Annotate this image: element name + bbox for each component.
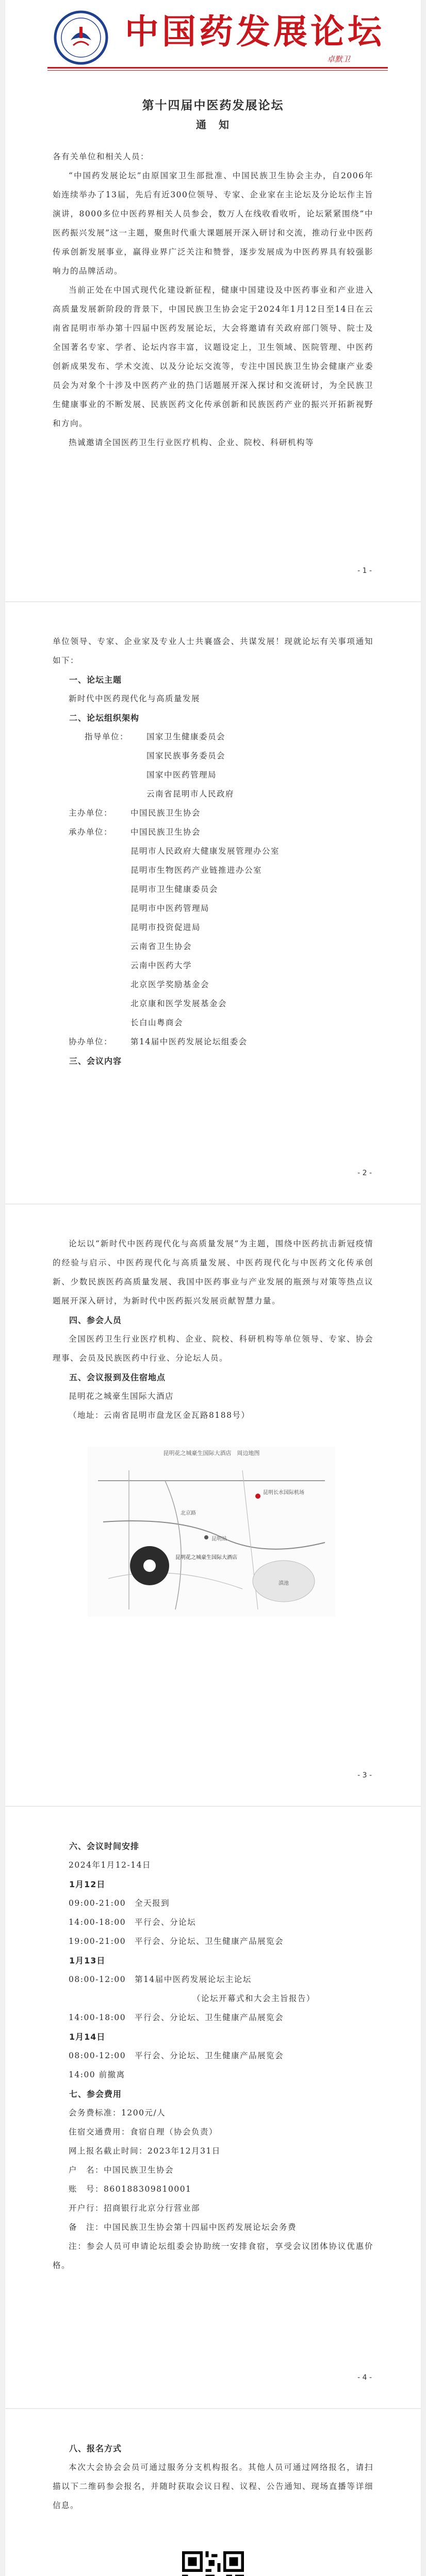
- org-name: [130, 1032, 373, 1052]
- schedule-line: 14:00 前撤离: [69, 2070, 125, 2079]
- section-8-text: 本次大会协会会员可通过服务分支机构报名。其他人员可通过网络报名，请扫描以下二维码参会报名，并随时获取会议日程、议程、公告通知、现场直播等详细信息。: [53, 2463, 373, 2510]
- fee-line: 住宿交通费用：食宿自理（协会负责）: [69, 2127, 218, 2137]
- page1-body: [53, 147, 373, 452]
- org-name: [130, 804, 373, 823]
- org-name-item: 中国民族卫生协会: [130, 808, 201, 818]
- intro-continued: 单位领导、专家、企业家及专业人士共襄盛会、共谋发展！现就论坛有关事项通知如下：: [53, 637, 373, 665]
- org-label: 承办单位：: [69, 827, 113, 837]
- document-page-2: [5, 602, 421, 1204]
- org-name: [130, 727, 373, 804]
- section-3-heading: 三、会议内容: [69, 1056, 122, 1066]
- page-number: - 3 -: [357, 1771, 372, 1780]
- org-co-host: [53, 1032, 373, 1052]
- schedule-line: 08:00-12:00 平行会、分论坛、卫生健康产品展览会: [69, 2051, 284, 2060]
- org-name-item: 昆明市生物医药产业链推进办公室: [130, 866, 263, 875]
- map-label-hotel: 昆明花之城豪生国际大酒店: [175, 1555, 237, 1561]
- page-number: - 1 -: [357, 567, 372, 575]
- section-7-heading: 七、参会费用: [69, 2089, 122, 2099]
- fee-line: 会务费标准：1200元/人: [69, 2108, 166, 2117]
- org-name-item: 昆明市中医药管理局: [130, 904, 210, 913]
- document-page-4: [5, 1807, 421, 2408]
- schedule-line: 09:00-21:00 全天报到: [69, 1899, 170, 1908]
- org-label: 主办单位：: [69, 808, 113, 818]
- org-name-item: 第14届中医药发展论坛组委会: [130, 1037, 248, 1046]
- schedule-line: 08:00-12:00 第14届中医药发展论坛主论坛: [69, 1975, 252, 1984]
- map-label-lake: 滇池: [278, 1581, 289, 1586]
- intro-paragraph-2: 当前正处在中国式现代化建设新征程，健康中国建设及中医药事业和产业进入高质量发展新阶段的背景下，中国民族卫生协会定于2024年1月12日至14日在云南省昆明市举办第十四届中医药发展论坛，大会将邀请有关政府部门领导、院士及全国著名专家、学者、论坛内容丰富，议题设定上，卫生领域、医院管理、中医药创新成果发布、学术交流、以及分论坛交流等，专注中国民族卫生协会健康产业委员会为对象个十涉及中医药产业的热门话题展开深入探讨和交流研讨，为全民族卫生健康事业的不断发展、民族医药文化传承创新和民族医药产业的振兴开拓新视野和方向。: [53, 285, 373, 428]
- section-3-text: 论坛以“新时代中医药现代化与高质量发展”为主题，围绕中医药抗击新冠疫情的经验与启示、中医药现代化与高质量发展、中医药现代化与中医药文化传承创新、少数民族医药高质量发展、我国中医药事业与产业发展的瓶颈与对策等热点议题展开深入研讨，为新时代中医药振兴发展贡献智慧力量。: [53, 1239, 373, 1306]
- schedule-day: 1月14日: [69, 2032, 106, 2042]
- schedule-line: 2024年1月12-14日: [69, 1860, 151, 1870]
- venue-address: （地址：云南省昆明市盘龙区金瓦路8188号）: [69, 1411, 250, 1420]
- forum-logo-icon: [53, 9, 109, 66]
- page-number: - 4 -: [357, 2374, 372, 2382]
- schedule-day: 1月12日: [69, 1879, 106, 1889]
- letterhead-signature: 卓默卫: [327, 55, 351, 64]
- org-name: [130, 823, 373, 1032]
- section-4-text: 全国医药卫生行业医疗机构、企业、院校、科研机构等单位领导、专家、协会理事、会员及民族医药中行业、分论坛人员。: [53, 1334, 373, 1363]
- org-guidance: [53, 727, 373, 804]
- org-name-item: 昆明市卫生健康委员会: [130, 885, 219, 894]
- section-4-heading: 四、参会人员: [69, 1315, 122, 1325]
- page2-body: [53, 632, 373, 1071]
- section-5-heading: 五、会议报到及住宿地点: [69, 1372, 166, 1382]
- fee-line: 账 号：860188309810001: [69, 2184, 192, 2194]
- page-number: - 2 -: [357, 1169, 372, 1177]
- org-organizer: [53, 823, 373, 1032]
- schedule-day: 1月13日: [69, 1956, 106, 1965]
- section-6-heading: 六、会议时间安排: [69, 1841, 140, 1851]
- venue-name: 昆明花之城豪生国际大酒店: [69, 1392, 174, 1401]
- intro-paragraph-3: 热诚邀请全国医药卫生行业医疗机构、企业、院校、科研机构等: [69, 438, 315, 447]
- map-label-road: 北京路: [181, 1511, 196, 1516]
- registration-qr-code-icon[interactable]: [182, 2551, 244, 2576]
- fee-line: 备 注：中国民族卫生协会第十四届中医药发展论坛会务费: [69, 2223, 297, 2232]
- org-name-item: 昆明市投资促进局: [130, 923, 201, 932]
- document-page-1: [5, 0, 421, 601]
- letterhead-title: 中国药发展论坛: [125, 12, 385, 52]
- schedule-line: 19:00-21:00 平行会、分论坛、卫生健康产品展览会: [69, 1937, 284, 1946]
- org-name-item: 北京医学奖励基金会: [130, 980, 210, 989]
- org-name-item: 中国民族卫生协会: [130, 827, 201, 837]
- letterhead-divider-thin: [47, 70, 388, 71]
- org-label: 指导单位：: [85, 732, 129, 741]
- letterhead-divider-red: [47, 67, 388, 69]
- fee-line: 开户行：招商银行北京分行营业部: [69, 2204, 201, 2213]
- org-name-item: 国家中医药管理局: [146, 770, 217, 779]
- org-name-item: 长白山粤商会: [130, 1018, 184, 1027]
- schedule-line: 14:00-18:00 平行会、分论坛、卫生健康产品展览会: [69, 2013, 284, 2022]
- org-name-item: 昆明市人民政府大健康发展管理办公室: [130, 846, 280, 856]
- doc-subtitle: 通 知: [196, 118, 230, 131]
- org-name-item: 云南省昆明市人民政府: [146, 789, 235, 799]
- fee-line: 网上报名截止时间：2023年12月31日: [69, 2146, 221, 2156]
- section-2-heading: 二、论坛组织架构: [69, 713, 140, 723]
- map-caption: 昆明花之城豪生国际大酒店 周边地图: [163, 1450, 260, 1456]
- page5-body: [53, 2439, 373, 2515]
- fee-note: 注：参会人员可申请论坛组委会协助统一安排食宿，享受会议团体协议优惠价格。: [53, 2242, 373, 2270]
- org-name-item: 国家卫生健康委员会: [146, 732, 226, 741]
- org-name-item: 云南省卫生协会: [130, 942, 192, 951]
- section-1-heading: 一、论坛主题: [69, 675, 122, 685]
- doc-title: 第十四届中医药发展论坛: [142, 99, 284, 112]
- page3-body: [53, 1234, 373, 1425]
- org-host: [53, 804, 373, 823]
- fee-line: 户 名：中国民族卫生协会: [69, 2165, 174, 2175]
- schedule-line: 14:00-18:00 平行会、分论坛: [69, 1918, 196, 1927]
- map-label-station: 昆明站: [211, 1536, 227, 1542]
- org-name-item: 北京康和医学发展基金会: [130, 999, 227, 1008]
- page4-body: [53, 1837, 373, 2275]
- document-page-5: [5, 2409, 421, 2576]
- section-1-text: 新时代中医药现代化与高质量发展: [69, 694, 201, 703]
- letterhead: [5, 0, 421, 72]
- venue-map: [88, 1447, 335, 1617]
- org-label: 协办单位：: [69, 1037, 113, 1046]
- section-8-heading: 八、报名方式: [69, 2444, 122, 2453]
- schedule-subline: （论坛开幕式和大会主旨报告）: [192, 1994, 316, 2003]
- intro-paragraph-1: “中国药发展论坛”由原国家卫生部批准、中国民族卫生协会主办，自2006年始连续举办了13届，先后有近300位领导、专家、企业家在主论坛及分论坛作主旨演讲，8000多位中医药界相关人员参会，数万人在线收看收听，论坛紧紧围绕“中医药振兴发展”这一主题，聚焦时代重大课题展开深入研讨和交流，推动行业中医药传承创新发展事业，赢得业界广泛关注和赞誉，逐步发展成为中医药界具有较强影响力的品牌活动。: [53, 171, 373, 276]
- map-label-airport: 昆明长水国际机场: [263, 1490, 304, 1496]
- document-page-3: [5, 1205, 421, 1806]
- org-name-item: 国家民族事务委员会: [146, 751, 226, 760]
- org-name-item: 云南中医药大学: [130, 961, 192, 970]
- salutation: 各有关单位和相关人员：: [53, 152, 150, 161]
